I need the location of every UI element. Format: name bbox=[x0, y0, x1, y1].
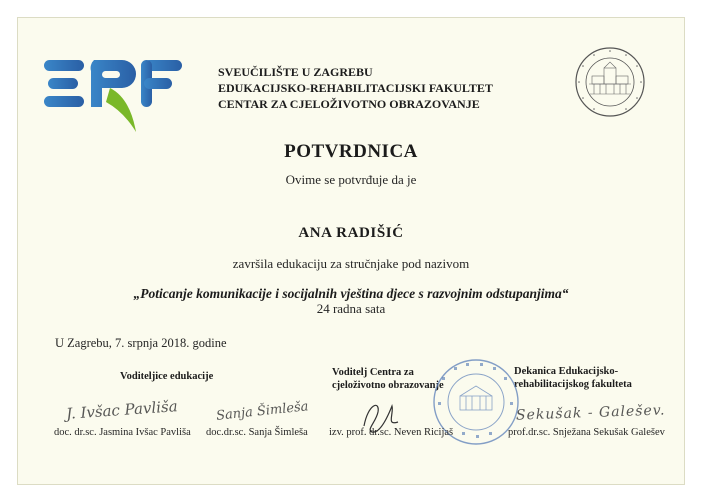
certificate bbox=[17, 17, 685, 485]
course-hours: 24 radna sata bbox=[316, 301, 386, 316]
institution-line-center: CENTAR ZA CJELOŽIVOTNO OBRAZOVANJE bbox=[218, 97, 480, 111]
issue-date: U Zagrebu, 7. srpnja 2018. godine bbox=[55, 336, 227, 350]
erf-logo bbox=[44, 58, 184, 138]
label-center-line1: Voditelj Centra za bbox=[332, 367, 414, 378]
signature-sekusak-galesev: Sekušak - Galešev. bbox=[515, 402, 666, 424]
signatory-name-2: doc.dr.sc. Sanja Šimleša bbox=[206, 427, 308, 438]
institution-header bbox=[218, 64, 493, 112]
institution-line-faculty: EDUKACIJSKO-REHABILITACIJSKI FAKULTET bbox=[218, 81, 493, 95]
certificate-title: POTVRDNICA bbox=[284, 141, 418, 162]
label-dean-line1: Dekanica Edukacijsko- bbox=[514, 366, 619, 377]
certificate-intro: Ovime se potvrđuje da je bbox=[285, 172, 417, 187]
label-dean bbox=[514, 365, 632, 391]
signature-simlesa: Sanja Šimleša bbox=[215, 399, 310, 424]
label-dean-line2: rehabilitacijskog fakulteta bbox=[514, 379, 632, 390]
label-leaders: Voditeljice edukacije bbox=[120, 371, 214, 382]
signatory-name-3: izv. prof. dr.sc. Neven Ricijaš bbox=[329, 427, 454, 438]
recipient-name: ANA RADIŠIĆ bbox=[298, 225, 404, 241]
label-center-line2: cjeloživotno obrazovanje bbox=[332, 380, 444, 391]
institution-line-university: SVEUČILIŠTE U ZAGREBU bbox=[218, 65, 373, 79]
course-title: „Poticanje komunikacije i socijalnih vještina djece s razvojnim odstupanjima“ bbox=[133, 286, 569, 301]
signatory-name-1: doc. dr.sc. Jasmina Ivšac Pavliša bbox=[54, 427, 191, 438]
university-seal bbox=[574, 46, 646, 118]
label-center-head bbox=[332, 366, 444, 392]
completed-text: završila edukaciju za stručnjake pod nazivom bbox=[232, 256, 470, 271]
signature-ivsac-pavlisa: J. Ivšac Pavliša bbox=[65, 397, 179, 423]
signatory-name-4: prof.dr.sc. Snježana Sekušak Galešev bbox=[508, 427, 665, 438]
